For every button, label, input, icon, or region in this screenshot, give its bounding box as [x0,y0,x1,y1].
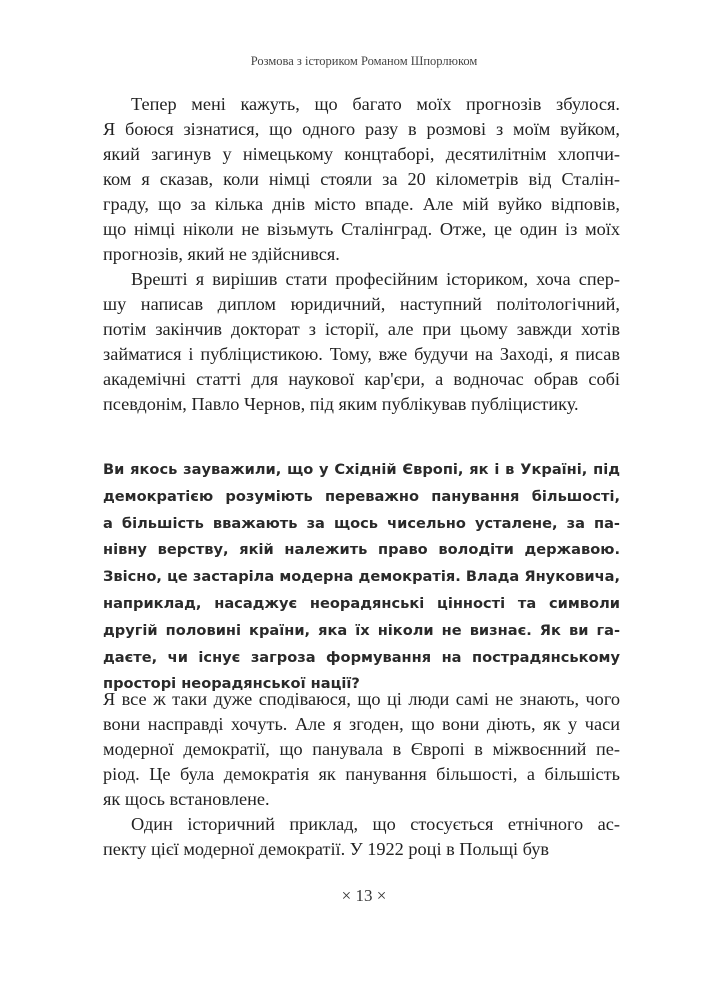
answer-1 [103,92,620,417]
text-line: пекту цієї модерної демократії. У 1922 році в Польщі був [103,839,549,859]
text-line: Один історичний приклад, що стосується етнічного ас- [131,814,620,834]
page-number: × 13 × [341,886,387,905]
question-line: Звісно, це застаріла модерна демократія. Влада Януковича, [103,568,620,586]
text-line: ріод. Це була демократія як панування більшості, а більшість [103,764,620,784]
question-line: демократією розуміють переважно панування більшості, [103,487,620,505]
text-line: що німці ніколи не візьмуть Сталінград. Отже, це один із моїх [103,219,620,239]
question-line: нівну верству, якій належить право володіти державою. [103,541,620,559]
text-line: займатися і публіцистикою. Тому, вже будучи на Заході, я писав [103,344,620,364]
text-line: ком я сказав, коли німці стояли за 20 кілометрів від Сталін- [103,169,620,189]
text-line: Врешті я вирішив стати професійним істориком, хоча спер- [131,269,620,289]
text-line: вони насправді хочуть. Але я згоден, що вони діють, як у часи [103,714,620,734]
text-line: Тепер мені кажуть, що багато моїх прогнозів збулося. [131,94,620,114]
text-line: граду, що за кілька днів місто впаде. Але мій вуйко відповів, [103,194,620,214]
paragraph [103,92,620,267]
paragraph [103,687,620,812]
paragraph [103,267,620,417]
question-line: Ви якось зауважили, що у Східній Європі, як і в Україні, під [103,461,620,478]
interview-question [103,457,620,698]
question-line: наприклад, насаджує неорадянські цінності та символи [103,594,620,612]
paragraph [103,812,620,862]
text-line: Я боюся зізнатися, що одного разу в розмові з моїм вуйком, [103,119,620,139]
text-line: який загинув у німецькому концтаборі, десятилітнім хлопчи- [103,144,620,164]
question-line: а більшість вважають за щось чисельно усталене, за па- [103,514,620,532]
text-line: Я все ж таки дуже сподіваюся, що ці люди самі не знають, чого [103,689,620,709]
running-header: Розмова з істориком Романом Шпорлюком [250,54,478,68]
text-line: потім закінчив докторат з історії, але при цьому завжди хотів [103,319,620,339]
question-line: даєте, чи існує загроза формування на пострадянському [103,648,620,666]
question-line: другій половині країни, яка їх ніколи не визнає. Як ви га- [103,621,620,639]
text-line: прогнозів, який не здійснився. [103,244,340,264]
text-line: як щось встановлене. [103,789,270,809]
answer-2 [103,687,620,862]
text-line: модерної демократії, що панувала в Європі в міжвоєнний пе- [103,739,620,759]
text-line: шу написав диплом юридичний, наступний політологічний, [103,294,620,314]
text-line: академічні статті для наукової кар'єри, а водночас обрав собі [103,369,620,389]
question-line: просторі неорадянської нації? [103,675,360,693]
text-line: псевдонім, Павло Чернов, під яким публікував публіцистику. [103,394,579,414]
